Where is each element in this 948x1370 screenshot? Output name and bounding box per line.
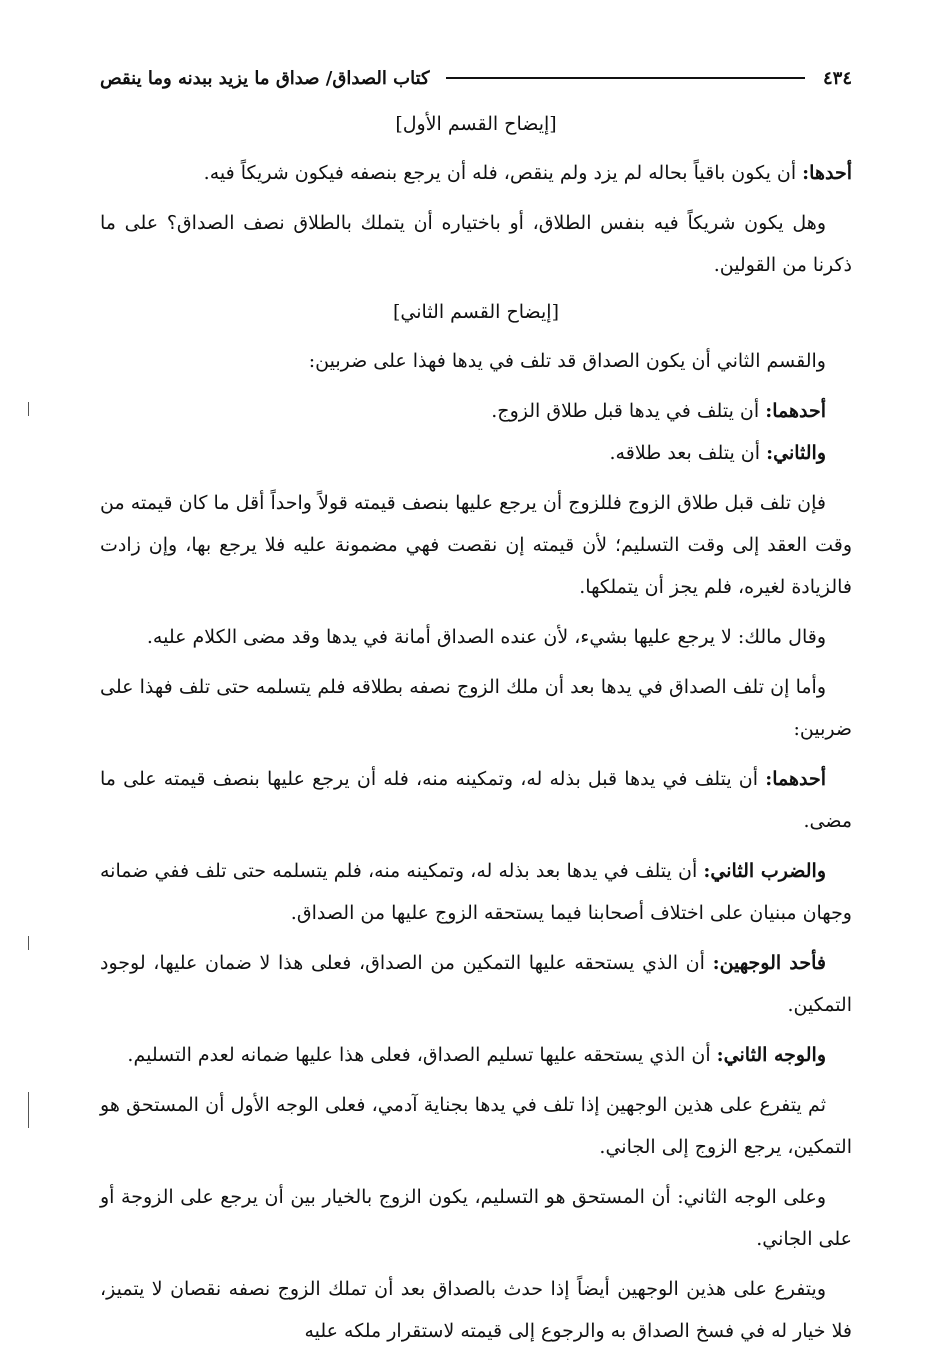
page-number: ٤٣٤ bbox=[822, 67, 852, 89]
lead-term: فأحد الوجهين: bbox=[712, 952, 826, 974]
section-heading-second: [إيضاح القسم الثاني] bbox=[393, 301, 559, 323]
lead-term: والضرب الثاني: bbox=[703, 860, 826, 882]
paragraph-text: أن يتلف في يدها بعد بذله له، وتمكينه منه، فلم يتسلمه حتى تلف ففي ضمانه وجهان مبنيان على اختلاف أصحابنا فيما يستحقه الزوج عليها من الصداق. bbox=[100, 860, 852, 924]
paragraph bbox=[100, 942, 852, 1026]
lead-term: والوجه الثاني: bbox=[716, 1044, 826, 1066]
lead-term: أحدهما: bbox=[765, 768, 826, 790]
paragraph bbox=[100, 1034, 852, 1076]
paragraph-text: أن يتلف بعد طلاقه. bbox=[609, 442, 767, 464]
margin-mark-3 bbox=[28, 1092, 29, 1128]
paragraph: والقسم الثاني أن يكون الصداق قد تلف في يدها فهذا على ضربين: bbox=[308, 350, 826, 372]
paragraph: ثم يتفرع على هذين الوجهين إذا تلف في يدها بجناية آدمي، فعلى الوجه الأول أن المستحق هو التمكين، يرجع الزوج إلى الجاني. bbox=[100, 1094, 852, 1158]
paragraph-text: أن الذي يستحقه عليها تسليم الصداق، فعلى هذا عليها ضمانه لعدم التسليم. bbox=[127, 1044, 717, 1066]
paragraph bbox=[100, 850, 852, 934]
running-title: كتاب الصداق/ صداق ما يزيد ببدنه وما ينقص bbox=[100, 67, 430, 89]
paragraph: وعلى الوجه الثاني: أن المستحق هو التسليم، يكون الزوج بالخيار بين أن يرجع على الزوجة أو على الجاني. bbox=[100, 1186, 852, 1250]
running-header bbox=[100, 58, 852, 98]
paragraph: وهل يكون شريكاً فيه بنفس الطلاق، أو باختياره أن يتملك بالطلاق نصف الصداق؟ على ما ذكرنا من القولين. bbox=[100, 212, 852, 276]
paragraph: ويتفرع على هذين الوجهين أيضاً إذا حدث بالصداق بعد أن تملك الزوج نصفه نقصان لا يتميز، فلا خيار له في فسخ الصداق به والرجوع إلى قيمته لاستقرار ملكه عليه bbox=[100, 1278, 852, 1342]
lead-term: أحدهما: bbox=[765, 400, 826, 422]
section-heading-first: [إيضاح القسم الأول] bbox=[395, 113, 557, 135]
margin-mark-1 bbox=[28, 402, 29, 416]
paragraph-text: أن يتلف في يدها قبل طلاق الزوج. bbox=[491, 400, 766, 422]
paragraph bbox=[100, 432, 852, 474]
page bbox=[100, 58, 852, 1360]
paragraph: وقال مالك: لا يرجع عليها بشيء، لأن عنده الصداق أمانة في يدها وقد مضى الكلام عليه. bbox=[146, 626, 826, 648]
paragraph bbox=[100, 152, 852, 194]
paragraph: وأما إن تلف الصداق في يدها بعد أن ملك الزوج نصفه بطلاقه فلم يتسلمه حتى تلف فهذا على ضربين: bbox=[100, 676, 852, 740]
paragraph: فإن تلف قبل طلاق الزوج فللزوج أن يرجع عليها بنصف قيمته قولاً واحداً أقل ما كان قيمته من وقت العقد إلى وقت التسليم؛ لأن قيمته إن نقصت فهي مضمونة عليه فلا يرجع بها، وإن زادت فالزيادة لغيره، فلم يجز أن يتملكها. bbox=[100, 492, 852, 598]
paragraph-text: أن الذي يستحقه عليها التمكين من الصداق، فعلى هذا لا ضمان عليها، لوجود التمكين. bbox=[100, 952, 852, 1016]
paragraph-text: أن يتلف في يدها قبل بذله له، وتمكينه منه، فله أن يرجع عليها بنصف قيمته على ما مضى. bbox=[100, 768, 852, 832]
paragraph-text: أن يكون باقياً بحاله لم يزد ولم ينقص، فله أن يرجع بنصفه فيكون شريكاً فيه. bbox=[203, 162, 803, 184]
lead-term: أحدها: bbox=[802, 162, 852, 184]
paragraph bbox=[100, 758, 852, 842]
header-rule bbox=[446, 77, 805, 79]
lead-term: والثاني: bbox=[766, 442, 826, 464]
paragraph bbox=[100, 390, 852, 432]
margin-mark-2 bbox=[28, 936, 29, 950]
